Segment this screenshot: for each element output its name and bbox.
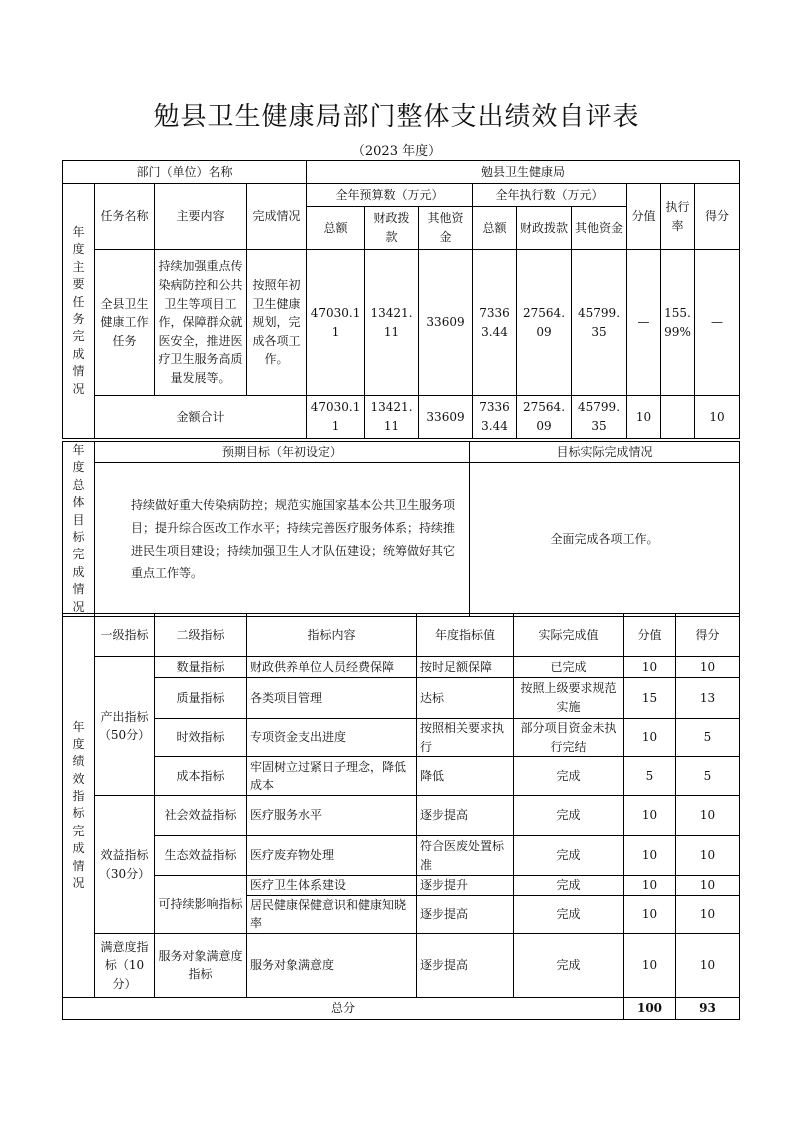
score-value: —: [627, 250, 661, 396]
col-exec: 全年执行数（万元）: [473, 184, 627, 207]
table-row: [63, 757, 740, 796]
col-exec-fiscal: 财政拨款: [517, 207, 572, 250]
task-status: 按照年初卫生健康规划，完成各项工作。: [247, 250, 307, 396]
level2-indicator: 可持续影响指标: [155, 876, 247, 934]
task-content: 持续加强重点传染病防控和公共卫生等项目工作，保障群众就医安全，推进医疗卫生服务高质量发展等。: [155, 250, 247, 396]
indicator-score: 5: [676, 757, 740, 796]
col-content: 主要内容: [155, 184, 247, 250]
indicator-value: 10: [624, 796, 676, 836]
indicator-content: 各类项目管理: [247, 678, 417, 719]
total-budget-total: 47030.11: [307, 396, 365, 439]
table-row: [63, 876, 740, 896]
total-score-value: 10: [627, 396, 661, 439]
indicator-actual: 完成: [514, 836, 624, 876]
indicator-content: 居民健康保健意识和健康知晓率: [247, 895, 417, 933]
section3-label: 年度绩效指标完成情况: [63, 614, 95, 998]
level1-indicator: 满意度指标（10分）: [95, 933, 155, 997]
grand-total-label: 总分: [63, 997, 624, 1019]
col-status: 完成情况: [247, 184, 307, 250]
indicator-content: 牢固树立过紧日子理念，降低成本: [247, 757, 417, 796]
indicator-score: 13: [676, 678, 740, 719]
indicator-actual: 按照上级要求规范实施: [514, 678, 624, 719]
indicator-header: 二级指标: [155, 614, 247, 657]
dept-value: 勉县卫生健康局: [307, 161, 740, 184]
col-task-name: 任务名称: [95, 184, 155, 250]
level2-indicator: 社会效益指标: [155, 796, 247, 836]
indicator-score: 10: [676, 876, 740, 896]
level1-indicator: 效益指标（30分）: [95, 796, 155, 934]
indicator-score: 10: [676, 657, 740, 678]
budget-other: 33609: [419, 250, 473, 396]
indicator-actual: 完成: [514, 933, 624, 997]
col-budget-total: 总额: [307, 207, 365, 250]
task-name: 全县卫生健康工作任务: [95, 250, 155, 396]
indicator-value: 10: [624, 876, 676, 896]
total-score: 10: [695, 396, 740, 439]
indicator-header: 得分: [676, 614, 740, 657]
indicator-target: 逐步提高: [417, 933, 514, 997]
expected-text: 持续做好重大传染病防控；规范实施国家基本公共卫生服务项目；提升综合医改工作水平；持续完善医疗服务体系；持续推进民生项目建设；持续加强卫生人才队伍建设；统筹做好其它重点工作等。: [95, 463, 470, 617]
section2-label: 年度总体目标完成情况: [63, 442, 95, 617]
indicator-actual: 完成: [514, 876, 624, 896]
indicator-header: 实际完成值: [514, 614, 624, 657]
section1-label: 年度主要任务完成情况: [63, 184, 95, 439]
level2-indicator: 时效指标: [155, 719, 247, 757]
total-exec-rate: [661, 396, 695, 439]
table-row: [63, 678, 740, 719]
indicator-actual: 完成: [514, 757, 624, 796]
indicator-header: 年度指标值: [417, 614, 514, 657]
indicator-content: 医疗卫生体系建设: [247, 876, 417, 896]
total-budget-other: 33609: [419, 396, 473, 439]
score: —: [695, 250, 740, 396]
expected-label: 预期目标（年初设定）: [95, 442, 470, 463]
total-budget-fiscal: 13421.11: [365, 396, 419, 439]
exec-other: 45799.35: [572, 250, 627, 396]
indicator-content: 专项资金支出进度: [247, 719, 417, 757]
page-title: 勉县卫生健康局部门整体支出绩效自评表: [153, 102, 640, 132]
col-score-value: 分值: [627, 184, 661, 250]
indicator-actual: 完成: [514, 796, 624, 836]
exec-rate: 155.99%: [661, 250, 695, 396]
col-score: 得分: [695, 184, 740, 250]
indicator-target: 按照相关要求执行: [417, 719, 514, 757]
level2-indicator: 成本指标: [155, 757, 247, 796]
indicator-target: 逐步提高: [417, 796, 514, 836]
indicator-header: 指标内容: [247, 614, 417, 657]
tasks-table: [62, 160, 740, 439]
indicator-content: 服务对象满意度: [247, 933, 417, 997]
indicator-target: 逐步提高: [417, 895, 514, 933]
indicator-value: 5: [624, 757, 676, 796]
level2-indicator: 服务对象满意度指标: [155, 933, 247, 997]
indicator-content: 财政供养单位人员经费保障: [247, 657, 417, 678]
indicator-target: 达标: [417, 678, 514, 719]
table-row: [63, 796, 740, 836]
indicator-value: 10: [624, 836, 676, 876]
col-budget-fiscal: 财政拨款: [365, 207, 419, 250]
budget-total: 47030.11: [307, 250, 365, 396]
indicator-header: 分值: [624, 614, 676, 657]
indicator-actual: 完成: [514, 895, 624, 933]
indicator-target: 符合医废处置标准: [417, 836, 514, 876]
total-label: 金额合计: [95, 396, 307, 439]
indicator-value: 15: [624, 678, 676, 719]
indicator-score: 10: [676, 836, 740, 876]
indicator-value: 10: [624, 719, 676, 757]
exec-total: 73363.44: [473, 250, 517, 396]
indicator-actual: 部分项目资金未执行完结: [514, 719, 624, 757]
grand-total-value: 100: [624, 997, 676, 1019]
col-exec-other: 其他资金: [572, 207, 627, 250]
exec-fiscal: 27564.09: [517, 250, 572, 396]
col-exec-rate: 执行率: [661, 184, 695, 250]
indicator-value: 10: [624, 657, 676, 678]
grand-total-score: 93: [676, 997, 740, 1019]
col-exec-total: 总额: [473, 207, 517, 250]
indicator-target: 按时足额保障: [417, 657, 514, 678]
table-row: [63, 836, 740, 876]
indicator-score: 10: [676, 895, 740, 933]
indicator-score: 10: [676, 933, 740, 997]
level2-indicator: 质量指标: [155, 678, 247, 719]
actual-label: 目标实际完成情况: [470, 442, 740, 463]
level2-indicator: 数量指标: [155, 657, 247, 678]
page-subtitle: （2023 年度）: [351, 144, 442, 159]
indicator-value: 10: [624, 933, 676, 997]
total-exec-other: 45799.35: [572, 396, 627, 439]
indicator-content: 医疗废弃物处理: [247, 836, 417, 876]
indicator-content: 医疗服务水平: [247, 796, 417, 836]
indicator-actual: 已完成: [514, 657, 624, 678]
indicator-target: 降低: [417, 757, 514, 796]
indicator-header: 一级指标: [95, 614, 155, 657]
col-budget: 全年预算数（万元）: [307, 184, 473, 207]
level2-indicator: 生态效益指标: [155, 836, 247, 876]
table-row: [63, 719, 740, 757]
col-budget-other: 其他资金: [419, 207, 473, 250]
table-row: [63, 933, 740, 997]
budget-fiscal: 13421.11: [365, 250, 419, 396]
actual-text: 全面完成各项工作。: [470, 463, 740, 617]
level1-indicator: 产出指标（50分）: [95, 657, 155, 796]
goals-table: [62, 441, 740, 617]
dept-label: 部门（单位）名称: [63, 161, 307, 184]
indicator-score: 10: [676, 796, 740, 836]
total-exec-fiscal: 27564.09: [517, 396, 572, 439]
total-exec-total: 73363.44: [473, 396, 517, 439]
indicator-value: 10: [624, 895, 676, 933]
indicators-table: [62, 613, 740, 1020]
indicator-score: 5: [676, 719, 740, 757]
table-row: [63, 657, 740, 678]
indicator-target: 逐步提升: [417, 876, 514, 896]
